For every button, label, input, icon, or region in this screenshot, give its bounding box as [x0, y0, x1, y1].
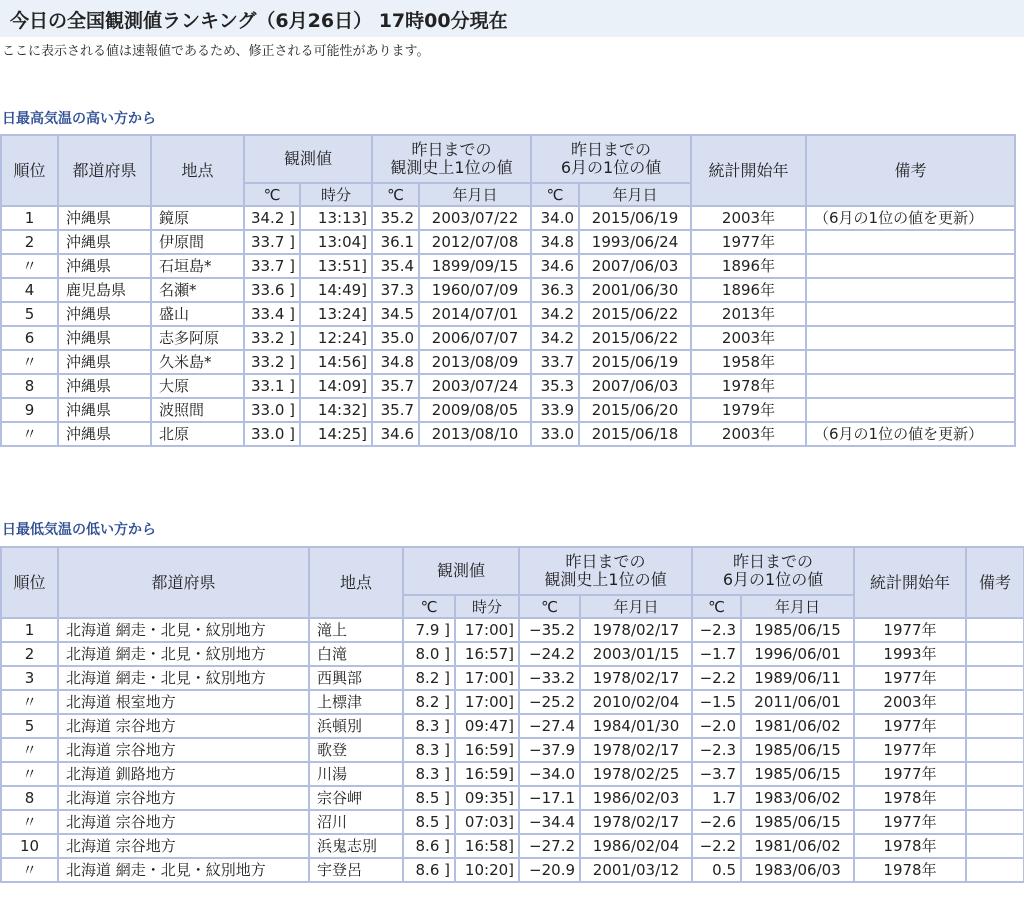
historic-date-cell: 2014/07/01 — [419, 302, 531, 326]
june-date-cell: 1983/06/02 — [741, 786, 854, 810]
header-remarks: 備考 — [806, 135, 1015, 206]
subheader-celsius: ℃ — [531, 183, 579, 206]
prefecture-cell: 北海道 宗谷地方 — [58, 810, 309, 834]
subheader-celsius: ℃ — [244, 183, 300, 206]
header-rank: 順位 — [1, 547, 58, 618]
observed-value-cell: 8.2 ] — [403, 666, 455, 690]
table-row — [1, 326, 1015, 350]
june-value-cell: 35.3 — [531, 374, 579, 398]
historic-date-cell: 2006/07/07 — [419, 326, 531, 350]
rank-cell: 9 — [1, 398, 58, 422]
observed-time-cell: 12:24] — [300, 326, 372, 350]
june-date-cell: 2015/06/19 — [579, 350, 691, 374]
observed-value-cell: 33.4 ] — [244, 302, 300, 326]
max-temp-ranking-table — [0, 134, 1016, 447]
stats-start-year-cell: 1978年 — [854, 786, 966, 810]
header-stats-start-year: 統計開始年 — [854, 547, 966, 618]
june-date-cell: 1985/06/15 — [741, 738, 854, 762]
remarks-cell — [966, 762, 1024, 786]
stats-start-year-cell: 1977年 — [691, 230, 806, 254]
place-cell: 浜鬼志別 — [309, 834, 403, 858]
june-value-cell: 33.7 — [531, 350, 579, 374]
rank-cell: 〃 — [1, 738, 58, 762]
stats-start-year-cell: 1993年 — [854, 642, 966, 666]
historic-value-cell: 35.4 — [372, 254, 419, 278]
section-title-max-temp: 日最高気温の高い方から — [2, 111, 156, 127]
place-cell: 鏡原 — [151, 206, 244, 230]
june-value-cell: −2.2 — [692, 834, 741, 858]
prefecture-cell: 北海道 宗谷地方 — [58, 834, 309, 858]
observed-value-cell: 8.2 ] — [403, 690, 455, 714]
rank-cell: 〃 — [1, 254, 58, 278]
table-row — [1, 254, 1015, 278]
rank-cell: 6 — [1, 326, 58, 350]
june-value-cell: 0.5 — [692, 858, 741, 882]
observed-time-cell: 07:03] — [455, 810, 519, 834]
observed-time-cell: 16:59] — [455, 762, 519, 786]
stats-start-year-cell: 2003年 — [854, 690, 966, 714]
historic-value-cell: −24.2 — [519, 642, 580, 666]
june-value-cell: 1.7 — [692, 786, 741, 810]
table-row — [1, 738, 1024, 762]
prefecture-cell: 沖縄県 — [58, 350, 151, 374]
observed-value-cell: 8.6 ] — [403, 834, 455, 858]
header-place: 地点 — [309, 547, 403, 618]
observed-time-cell: 14:32] — [300, 398, 372, 422]
prefecture-cell: 沖縄県 — [58, 422, 151, 446]
remarks-cell: （6月の1位の値を更新） — [806, 422, 1015, 446]
june-date-cell: 1985/06/15 — [741, 618, 854, 642]
disclaimer-note: ここに表示される値は速報値であるため、修正される可能性があります。 — [2, 44, 430, 59]
rank-cell: 〃 — [1, 350, 58, 374]
historic-value-cell: 34.8 — [372, 350, 419, 374]
june-value-cell: 34.8 — [531, 230, 579, 254]
remarks-cell — [966, 666, 1024, 690]
prefecture-cell: 沖縄県 — [58, 230, 151, 254]
remarks-cell — [966, 618, 1024, 642]
june-value-cell: 34.2 — [531, 302, 579, 326]
prefecture-cell: 鹿児島県 — [58, 278, 151, 302]
table-row — [1, 350, 1015, 374]
historic-date-cell: 1960/07/09 — [419, 278, 531, 302]
table-row — [1, 302, 1015, 326]
remarks-cell — [806, 302, 1015, 326]
historic-value-cell: −27.4 — [519, 714, 580, 738]
historic-date-cell: 2012/07/08 — [419, 230, 531, 254]
observed-value-cell: 33.2 ] — [244, 350, 300, 374]
table-row — [1, 762, 1024, 786]
historic-value-cell: −37.9 — [519, 738, 580, 762]
place-cell: 伊原間 — [151, 230, 244, 254]
june-date-cell: 2007/06/03 — [579, 374, 691, 398]
page-title: 今日の全国観測値ランキング（6月26日） 17時00分現在 — [0, 0, 1024, 37]
place-cell: 宇登呂 — [309, 858, 403, 882]
historic-value-cell: −34.0 — [519, 762, 580, 786]
rank-cell: 3 — [1, 666, 58, 690]
rank-cell: 5 — [1, 714, 58, 738]
table-row — [1, 278, 1015, 302]
june-value-cell: −2.0 — [692, 714, 741, 738]
table-row — [1, 230, 1015, 254]
subheader-time: 時分 — [455, 595, 519, 618]
prefecture-cell: 北海道 宗谷地方 — [58, 738, 309, 762]
observed-value-cell: 33.2 ] — [244, 326, 300, 350]
observed-time-cell: 14:25] — [300, 422, 372, 446]
june-date-cell: 1993/06/24 — [579, 230, 691, 254]
historic-value-cell: −34.4 — [519, 810, 580, 834]
table-row — [1, 618, 1024, 642]
historic-date-cell: 1978/02/17 — [580, 618, 692, 642]
remarks-cell — [806, 374, 1015, 398]
june-value-cell: 36.3 — [531, 278, 579, 302]
observed-time-cell: 13:13] — [300, 206, 372, 230]
stats-start-year-cell: 1896年 — [691, 278, 806, 302]
header-historic-record: 昨日までの 観測史上1位の値 — [372, 135, 531, 183]
historic-value-cell: −25.2 — [519, 690, 580, 714]
observed-time-cell: 13:51] — [300, 254, 372, 278]
prefecture-cell: 沖縄県 — [58, 302, 151, 326]
historic-value-cell: 35.2 — [372, 206, 419, 230]
june-value-cell: −2.2 — [692, 666, 741, 690]
observed-time-cell: 16:58] — [455, 834, 519, 858]
historic-date-cell: 1984/01/30 — [580, 714, 692, 738]
historic-date-cell: 1978/02/17 — [580, 666, 692, 690]
historic-value-cell: 35.7 — [372, 398, 419, 422]
header-remarks: 備考 — [966, 547, 1024, 618]
remarks-cell — [966, 738, 1024, 762]
header-prefecture: 都道府県 — [58, 547, 309, 618]
observed-time-cell: 14:56] — [300, 350, 372, 374]
place-cell: 歌登 — [309, 738, 403, 762]
subheader-celsius: ℃ — [372, 183, 419, 206]
june-value-cell: −1.7 — [692, 642, 741, 666]
rank-cell: 1 — [1, 618, 58, 642]
remarks-cell — [806, 398, 1015, 422]
observed-value-cell: 33.6 ] — [244, 278, 300, 302]
stats-start-year-cell: 1978年 — [854, 858, 966, 882]
header-prefecture: 都道府県 — [58, 135, 151, 206]
historic-value-cell: 36.1 — [372, 230, 419, 254]
table-row — [1, 690, 1024, 714]
remarks-cell — [806, 278, 1015, 302]
historic-date-cell: 1986/02/04 — [580, 834, 692, 858]
rank-cell: 〃 — [1, 858, 58, 882]
observed-value-cell: 8.5 ] — [403, 786, 455, 810]
observed-value-cell: 33.0 ] — [244, 398, 300, 422]
historic-date-cell: 1986/02/03 — [580, 786, 692, 810]
table-row — [1, 666, 1024, 690]
table-row — [1, 374, 1015, 398]
june-value-cell: 33.9 — [531, 398, 579, 422]
rank-cell: 〃 — [1, 762, 58, 786]
june-date-cell: 1981/06/02 — [741, 714, 854, 738]
place-cell: 沼川 — [309, 810, 403, 834]
observed-value-cell: 8.5 ] — [403, 810, 455, 834]
remarks-cell — [966, 786, 1024, 810]
header-june-record: 昨日までの 6月の1位の値 — [531, 135, 691, 183]
historic-value-cell: −17.1 — [519, 786, 580, 810]
place-cell: 上標津 — [309, 690, 403, 714]
rank-cell: 10 — [1, 834, 58, 858]
june-value-cell: 34.6 — [531, 254, 579, 278]
observed-time-cell: 17:00] — [455, 666, 519, 690]
june-date-cell: 2007/06/03 — [579, 254, 691, 278]
june-date-cell: 1985/06/15 — [741, 762, 854, 786]
june-value-cell: −2.3 — [692, 738, 741, 762]
june-value-cell: 34.2 — [531, 326, 579, 350]
june-date-cell: 1981/06/02 — [741, 834, 854, 858]
stats-start-year-cell: 1896年 — [691, 254, 806, 278]
prefecture-cell: 北海道 網走・北見・紋別地方 — [58, 858, 309, 882]
remarks-cell — [806, 254, 1015, 278]
header-observed: 観測値 — [403, 547, 519, 595]
stats-start-year-cell: 1977年 — [854, 810, 966, 834]
subheader-time: 時分 — [300, 183, 372, 206]
remarks-cell — [966, 858, 1024, 882]
remarks-cell — [806, 326, 1015, 350]
historic-date-cell: 1978/02/25 — [580, 762, 692, 786]
place-cell: 名瀬* — [151, 278, 244, 302]
table-row — [1, 810, 1024, 834]
place-cell: 波照間 — [151, 398, 244, 422]
stats-start-year-cell: 2003年 — [691, 422, 806, 446]
prefecture-cell: 北海道 網走・北見・紋別地方 — [58, 618, 309, 642]
prefecture-cell: 沖縄県 — [58, 206, 151, 230]
stats-start-year-cell: 1977年 — [854, 738, 966, 762]
observed-time-cell: 09:47] — [455, 714, 519, 738]
remarks-cell — [966, 690, 1024, 714]
header-rank: 順位 — [1, 135, 58, 206]
historic-value-cell: −33.2 — [519, 666, 580, 690]
observed-time-cell: 17:00] — [455, 618, 519, 642]
subheader-celsius: ℃ — [403, 595, 455, 618]
table-row — [1, 858, 1024, 882]
prefecture-cell: 沖縄県 — [58, 326, 151, 350]
place-cell: 浜頓別 — [309, 714, 403, 738]
rank-cell: 〃 — [1, 422, 58, 446]
prefecture-cell: 沖縄県 — [58, 374, 151, 398]
observed-value-cell: 8.3 ] — [403, 714, 455, 738]
observed-time-cell: 13:24] — [300, 302, 372, 326]
observed-time-cell: 16:57] — [455, 642, 519, 666]
observed-value-cell: 8.6 ] — [403, 858, 455, 882]
stats-start-year-cell: 2003年 — [691, 326, 806, 350]
stats-start-year-cell: 1977年 — [854, 666, 966, 690]
prefecture-cell: 北海道 根室地方 — [58, 690, 309, 714]
place-cell: 志多阿原 — [151, 326, 244, 350]
table-row — [1, 206, 1015, 230]
stats-start-year-cell: 1977年 — [854, 762, 966, 786]
june-date-cell: 2001/06/30 — [579, 278, 691, 302]
observed-time-cell: 17:00] — [455, 690, 519, 714]
observed-value-cell: 33.0 ] — [244, 422, 300, 446]
historic-value-cell: 34.6 — [372, 422, 419, 446]
stats-start-year-cell: 2003年 — [691, 206, 806, 230]
historic-date-cell: 1978/02/17 — [580, 810, 692, 834]
historic-date-cell: 1899/09/15 — [419, 254, 531, 278]
subheader-celsius: ℃ — [519, 595, 580, 618]
historic-value-cell: −35.2 — [519, 618, 580, 642]
observed-time-cell: 13:04] — [300, 230, 372, 254]
table-row — [1, 422, 1015, 446]
observed-value-cell: 8.0 ] — [403, 642, 455, 666]
june-date-cell: 2015/06/19 — [579, 206, 691, 230]
prefecture-cell: 沖縄県 — [58, 254, 151, 278]
rank-cell: 〃 — [1, 810, 58, 834]
historic-date-cell: 1978/02/17 — [580, 738, 692, 762]
historic-value-cell: 34.5 — [372, 302, 419, 326]
remarks-cell — [966, 810, 1024, 834]
observed-time-cell: 14:09] — [300, 374, 372, 398]
place-cell: 石垣島* — [151, 254, 244, 278]
header-place: 地点 — [151, 135, 244, 206]
subheader-date: 年月日 — [580, 595, 692, 618]
stats-start-year-cell: 1977年 — [854, 618, 966, 642]
stats-start-year-cell: 1978年 — [691, 374, 806, 398]
june-value-cell: −1.5 — [692, 690, 741, 714]
observed-value-cell: 7.9 ] — [403, 618, 455, 642]
june-date-cell: 1983/06/03 — [741, 858, 854, 882]
subheader-date: 年月日 — [579, 183, 691, 206]
june-date-cell: 1985/06/15 — [741, 810, 854, 834]
rank-cell: 4 — [1, 278, 58, 302]
historic-value-cell: −27.2 — [519, 834, 580, 858]
historic-date-cell: 2009/08/05 — [419, 398, 531, 422]
prefecture-cell: 北海道 網走・北見・紋別地方 — [58, 666, 309, 690]
observed-time-cell: 14:49] — [300, 278, 372, 302]
rank-cell: 2 — [1, 230, 58, 254]
place-cell: 盛山 — [151, 302, 244, 326]
june-date-cell: 2015/06/20 — [579, 398, 691, 422]
header-observed: 観測値 — [244, 135, 372, 183]
remarks-cell — [966, 834, 1024, 858]
stats-start-year-cell: 1958年 — [691, 350, 806, 374]
rank-cell: 〃 — [1, 690, 58, 714]
historic-value-cell: −20.9 — [519, 858, 580, 882]
section-title-min-temp: 日最低気温の低い方から — [2, 522, 156, 538]
header-historic-record: 昨日までの 観測史上1位の値 — [519, 547, 692, 595]
rank-cell: 8 — [1, 374, 58, 398]
june-value-cell: −2.3 — [692, 618, 741, 642]
place-cell: 白滝 — [309, 642, 403, 666]
remarks-cell — [966, 714, 1024, 738]
historic-date-cell: 2003/01/15 — [580, 642, 692, 666]
stats-start-year-cell: 2013年 — [691, 302, 806, 326]
place-cell: 北原 — [151, 422, 244, 446]
observed-value-cell: 34.2 ] — [244, 206, 300, 230]
historic-value-cell: 35.7 — [372, 374, 419, 398]
prefecture-cell: 北海道 網走・北見・紋別地方 — [58, 642, 309, 666]
observed-time-cell: 09:35] — [455, 786, 519, 810]
observed-time-cell: 10:20] — [455, 858, 519, 882]
header-stats-start-year: 統計開始年 — [691, 135, 806, 206]
historic-value-cell: 35.0 — [372, 326, 419, 350]
stats-start-year-cell: 1977年 — [854, 714, 966, 738]
june-value-cell: 34.0 — [531, 206, 579, 230]
june-value-cell: 33.0 — [531, 422, 579, 446]
place-cell: 大原 — [151, 374, 244, 398]
place-cell: 西興部 — [309, 666, 403, 690]
historic-date-cell: 2003/07/22 — [419, 206, 531, 230]
min-temp-ranking-table — [0, 546, 1024, 883]
remarks-cell — [966, 642, 1024, 666]
stats-start-year-cell: 1978年 — [854, 834, 966, 858]
table-row — [1, 714, 1024, 738]
rank-cell: 1 — [1, 206, 58, 230]
historic-date-cell: 2010/02/04 — [580, 690, 692, 714]
june-value-cell: −3.7 — [692, 762, 741, 786]
prefecture-cell: 北海道 釧路地方 — [58, 762, 309, 786]
table-row — [1, 834, 1024, 858]
june-date-cell: 2015/06/22 — [579, 302, 691, 326]
june-value-cell: −2.6 — [692, 810, 741, 834]
historic-date-cell: 2013/08/10 — [419, 422, 531, 446]
prefecture-cell: 北海道 宗谷地方 — [58, 786, 309, 810]
historic-date-cell: 2013/08/09 — [419, 350, 531, 374]
observed-time-cell: 16:59] — [455, 738, 519, 762]
june-date-cell: 1989/06/11 — [741, 666, 854, 690]
table-row — [1, 642, 1024, 666]
remarks-cell — [806, 230, 1015, 254]
subheader-celsius: ℃ — [692, 595, 741, 618]
rank-cell: 8 — [1, 786, 58, 810]
june-date-cell: 2015/06/18 — [579, 422, 691, 446]
table-row — [1, 786, 1024, 810]
june-date-cell: 1996/06/01 — [741, 642, 854, 666]
subheader-date: 年月日 — [419, 183, 531, 206]
remarks-cell: （6月の1位の値を更新） — [806, 206, 1015, 230]
place-cell: 久米島* — [151, 350, 244, 374]
observed-value-cell: 33.7 ] — [244, 230, 300, 254]
observed-value-cell: 33.7 ] — [244, 254, 300, 278]
place-cell: 滝上 — [309, 618, 403, 642]
stats-start-year-cell: 1979年 — [691, 398, 806, 422]
observed-value-cell: 8.3 ] — [403, 762, 455, 786]
prefecture-cell: 北海道 宗谷地方 — [58, 714, 309, 738]
historic-value-cell: 37.3 — [372, 278, 419, 302]
observed-value-cell: 33.1 ] — [244, 374, 300, 398]
observed-value-cell: 8.3 ] — [403, 738, 455, 762]
table-row — [1, 398, 1015, 422]
historic-date-cell: 2001/03/12 — [580, 858, 692, 882]
june-date-cell: 2011/06/01 — [741, 690, 854, 714]
rank-cell: 5 — [1, 302, 58, 326]
header-june-record: 昨日までの 6月の1位の値 — [692, 547, 854, 595]
historic-date-cell: 2003/07/24 — [419, 374, 531, 398]
june-date-cell: 2015/06/22 — [579, 326, 691, 350]
remarks-cell — [806, 350, 1015, 374]
place-cell: 川湯 — [309, 762, 403, 786]
subheader-date: 年月日 — [741, 595, 854, 618]
rank-cell: 2 — [1, 642, 58, 666]
place-cell: 宗谷岬 — [309, 786, 403, 810]
prefecture-cell: 沖縄県 — [58, 398, 151, 422]
